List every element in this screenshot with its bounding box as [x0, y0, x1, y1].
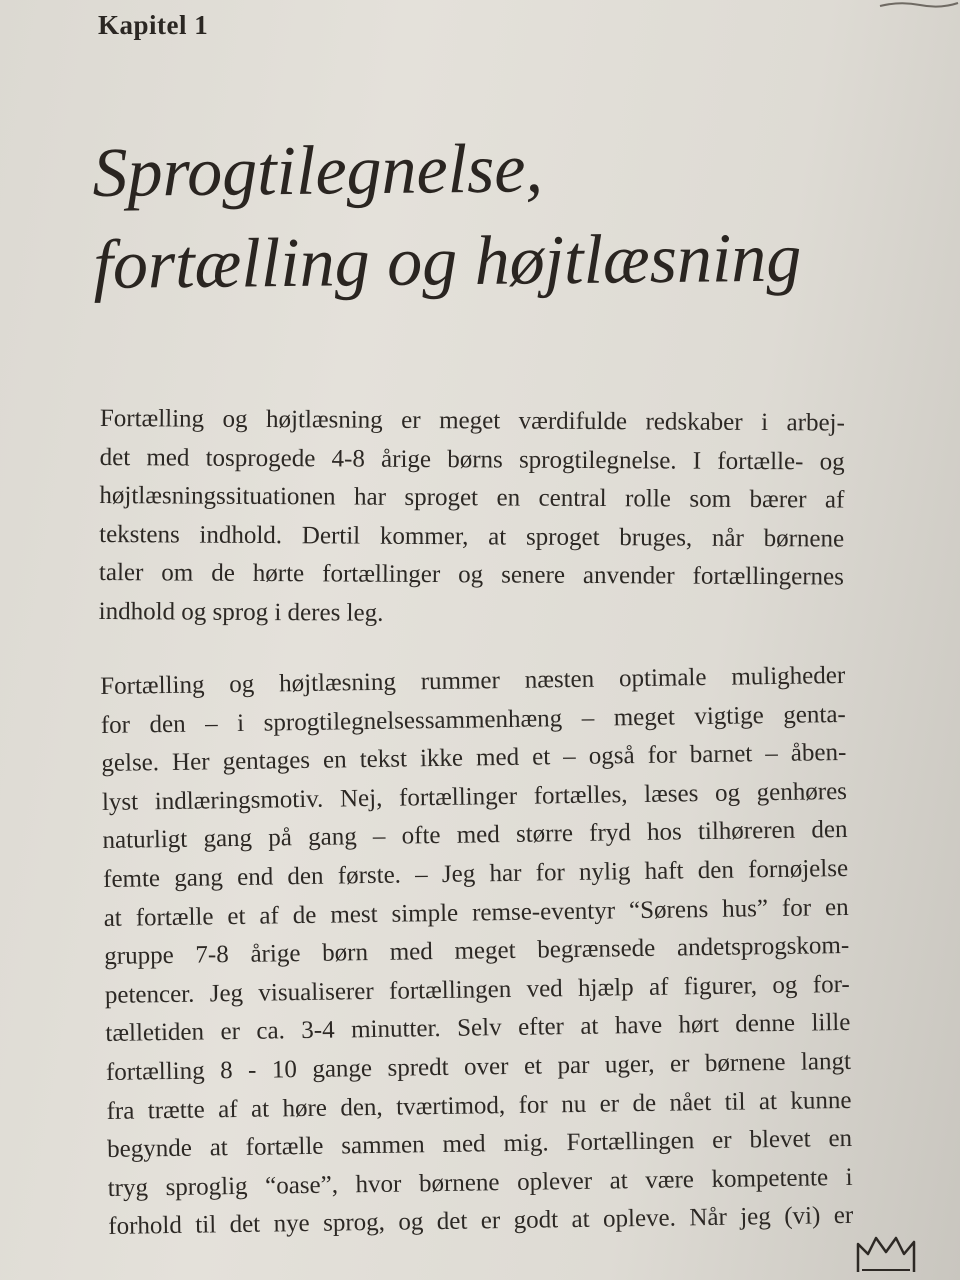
text-line: Fortælling og højtlæsning er meget værdifulde redskaber i arbej-: [99, 404, 845, 437]
crown-ornament-icon: [852, 1234, 922, 1274]
text-line: forhold til det nye sprog, og det er godt at opleve. Når jeg (vi) er: [108, 1202, 854, 1241]
text-line: naturligt gang på gang – ofte med større fryd hos tilhøreren den: [102, 816, 848, 855]
text-line: fortælling 8 - 10 gange spredt over et par uger, er børnene langt: [105, 1047, 852, 1086]
text-line: Fortælling og højtlæsning rummer næsten optimale muligheder: [100, 661, 846, 700]
text-line: femte gang end den første. – Jeg har for nylig haft den fornøjelse: [102, 854, 849, 893]
text-line: højtlæsningssituationen har sproget en central rolle som bærer af: [99, 481, 845, 514]
text-line: for den – i sprogtilegnelsessammenhæng – meget vigtige genta-: [100, 700, 846, 739]
paragraph-2: [100, 657, 854, 1247]
page-edge-mark: [870, 0, 960, 8]
text-line: indhold og sprog i deres leg.: [98, 597, 384, 627]
chapter-title: [92, 121, 802, 312]
chapter-label: Kapitel 1: [98, 10, 209, 40]
text-line: tælletiden er ca. 3-4 minutter. Selv efter at have hørt denne lille: [105, 1009, 851, 1048]
text-line: tryg sproglig “oase”, hvor børnene oplever at være kompetente i: [107, 1163, 853, 1202]
text-line: fra trætte af at høre den, tværtimod, for nu er de nået til at kunne: [106, 1086, 852, 1125]
text-line: gruppe 7-8 årige børn med meget begrænsede andetsprogskom-: [104, 932, 850, 971]
text-line: det med tosprogede 4-8 årige børns sprogtilegnelse. I fortælle- og: [99, 443, 845, 476]
text-line: petencer. Jeg visualiserer fortællingen ved hjælp af figurer, og for-: [104, 970, 850, 1009]
text-line: taler om de hørte fortællinger og senere anvender fortællingernes: [98, 558, 845, 591]
paragraph-1: [99, 400, 845, 636]
text-line: begynde at fortælle sammen med mig. Fortællingen er blevet en: [106, 1125, 853, 1164]
chapter-title-line-2: fortælling og højtlæsning: [93, 219, 802, 304]
text-line: tekstens indhold. Dertil kommer, at sproget bruges, når børnene: [99, 520, 845, 553]
chapter-title-line-1: Sprogtilegnelse,: [92, 130, 544, 212]
text-line: lyst indlæringsmotiv. Nej, fortællinger fortælles, læses og genhøres: [101, 777, 848, 816]
text-line: at fortælle et af de mest simple remse-eventyr “Sørens hus” for en: [103, 893, 849, 932]
text-line: gelse. Her gentages en tekst ikke med et – også for barnet – åben-: [101, 739, 847, 778]
